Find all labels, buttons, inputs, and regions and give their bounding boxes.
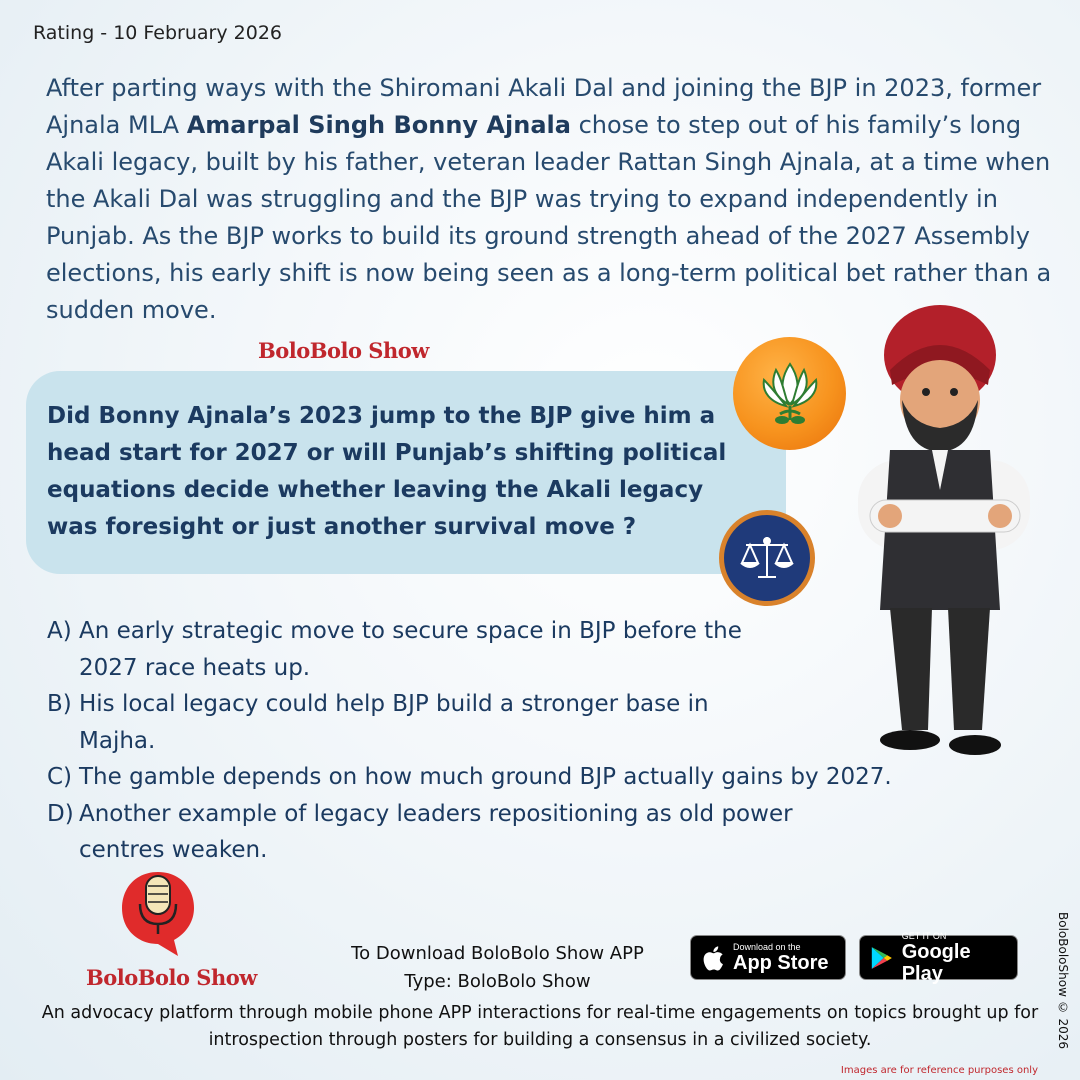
question-text: Did Bonny Ajnala’s 2023 jump to the BJP give him a head start for 2027 or will Punjab’s shifting political equations decide whether leaving the Akali legacy was foresight or just another survival move ? [47,403,727,540]
option-key: C) [47,764,73,790]
intro-part2: chose to step out of his family’s long Akali legacy, built by his father, veteran leader Rattan Singh Ajnala, at a time when the Akali Dal was struggling and the BJP was trying to expand independently in Punjab. As the BJP works to build its ground strength ahead of the 2027 Assembly elections, his early shift is now being seen as a long-term political bet rather than a sudden move. [46,111,1052,324]
app-store-button[interactable] [690,935,846,980]
google-play-big: Google Play [901,940,971,985]
brand-name-bottom: BoloBolo Show [86,965,257,990]
option-text: His local legacy could help BJP build a stronger base in Majha. [79,691,709,754]
disclaimer-text: Images are for reference purposes only [840,1065,1038,1076]
answer-options [47,613,1027,869]
microphone-icon [118,868,198,958]
option-key: A) [47,618,72,644]
app-store-big: App Store [733,951,829,974]
google-play-icon [870,944,894,972]
option-a[interactable] [47,613,1027,686]
scales-of-justice-icon [719,510,815,606]
download-info [320,940,675,996]
download-line-2: Type: BoloBolo Show [404,971,591,992]
option-text: Another example of legacy leaders repositioning as old power centres weaken. [79,800,793,863]
footer-text: An advocacy platform through mobile phone APP interactions for real-time engagements on topics brought up for introspection through posters for building a consensus in a civilized society. [41,1003,1039,1050]
option-key: D) [47,800,74,827]
download-line-1: To Download BoloBolo Show APP [351,943,644,964]
app-store-small: Download on the [733,941,801,952]
intro-part1: After parting ways with the Shiromani Akali Dal and joining the BJP in 2023, former Ajnala MLA [46,74,1042,139]
brand-name-top: BoloBolo Show [258,338,429,363]
copyright-text: BoloBoloShow © 2026 [1056,912,1070,1050]
option-key: B) [47,691,72,717]
intro-name: Amarpal Singh Bonny Ajnala [186,111,571,139]
google-play-button[interactable] [859,930,1018,985]
apple-icon [701,944,725,972]
option-c[interactable] [47,759,1027,796]
bjp-lotus-icon [733,337,846,450]
option-b[interactable] [47,686,1027,759]
option-d[interactable] [47,796,1027,869]
google-play-small: GET IT ON [901,930,947,941]
intro-paragraph [46,70,1056,329]
rating-date: Rating - 10 February 2026 [33,22,282,44]
option-text: An early strategic move to secure space in BJP before the 2027 race heats up. [79,618,742,681]
option-text: The gamble depends on how much ground BJP actually gains by 2027. [79,764,892,790]
